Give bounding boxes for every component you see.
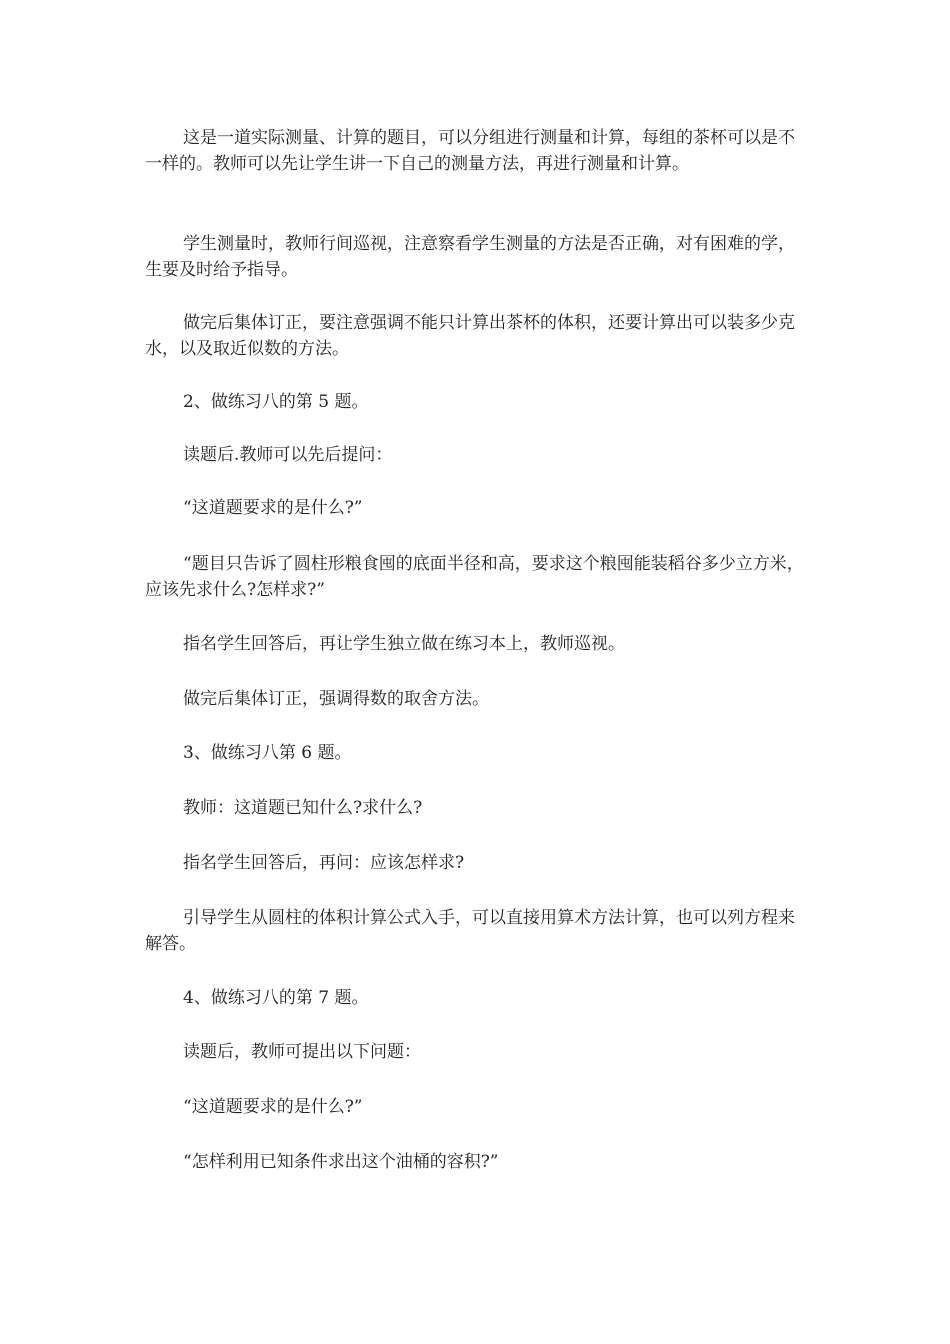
paragraph-volume-formula: 引导学生从圆柱的体积计算公式入手，可以直接用算术方法计算，也可以列方程来解答。 — [145, 908, 795, 954]
paragraph-rounding: 做完后集体订正，强调得数的取舍方法。 — [183, 689, 489, 709]
paragraph-exercise-5-heading: 2、做练习八的第 5 题。 — [183, 392, 369, 412]
paragraph-correction-volume: 做完后集体订正，要注意强调不能只计算出茶杯的体积，还要计算出可以装多少克水，以及取近似数的方法。 — [145, 313, 795, 359]
paragraph-question-what: “这道题要求的是什么?” — [183, 498, 363, 518]
paragraph-measure-teacups: 这是一道实际测量、计算的题目，可以分组进行测量和计算，每组的茶杯可以是不一样的。教师可以先让学生讲一下自己的测量方法，再进行测量和计算。 — [145, 128, 795, 174]
paragraph-teacher-questions: 读题后，教师可提出以下问题： — [183, 1042, 421, 1062]
paragraph-how-to-solve: 指名学生回答后，再问：应该怎样求? — [183, 853, 465, 873]
paragraph-answer-independent: 指名学生回答后，再让学生独立做在练习本上，教师巡视。 — [183, 634, 625, 654]
paragraph-read-question: 读题后.教师可以先后提问： — [183, 445, 393, 465]
paragraph-granary-question: “题目只告诉了圆柱形粮食囤的底面半径和高，要求这个粮囤能装稻谷多少立方米，应该先求什么?怎样求?” — [145, 554, 804, 600]
paragraph-teacher-ask: 教师：这道题已知什么?求什么? — [183, 798, 423, 818]
paragraph-oil-drum: “怎样利用已知条件求出这个油桶的容积?” — [183, 1152, 499, 1172]
paragraph-patrol: 学生测量时，教师行间巡视，注意察看学生测量的方法是否正确，对有困难的学，生要及时给予指导。 — [145, 234, 795, 280]
paragraph-question-what-2: “这道题要求的是什么?” — [183, 1097, 363, 1117]
paragraph-exercise-7-heading: 4、做练习八的第 7 题。 — [183, 988, 369, 1008]
paragraph-exercise-6-heading: 3、做练习八第 6 题。 — [183, 743, 352, 763]
